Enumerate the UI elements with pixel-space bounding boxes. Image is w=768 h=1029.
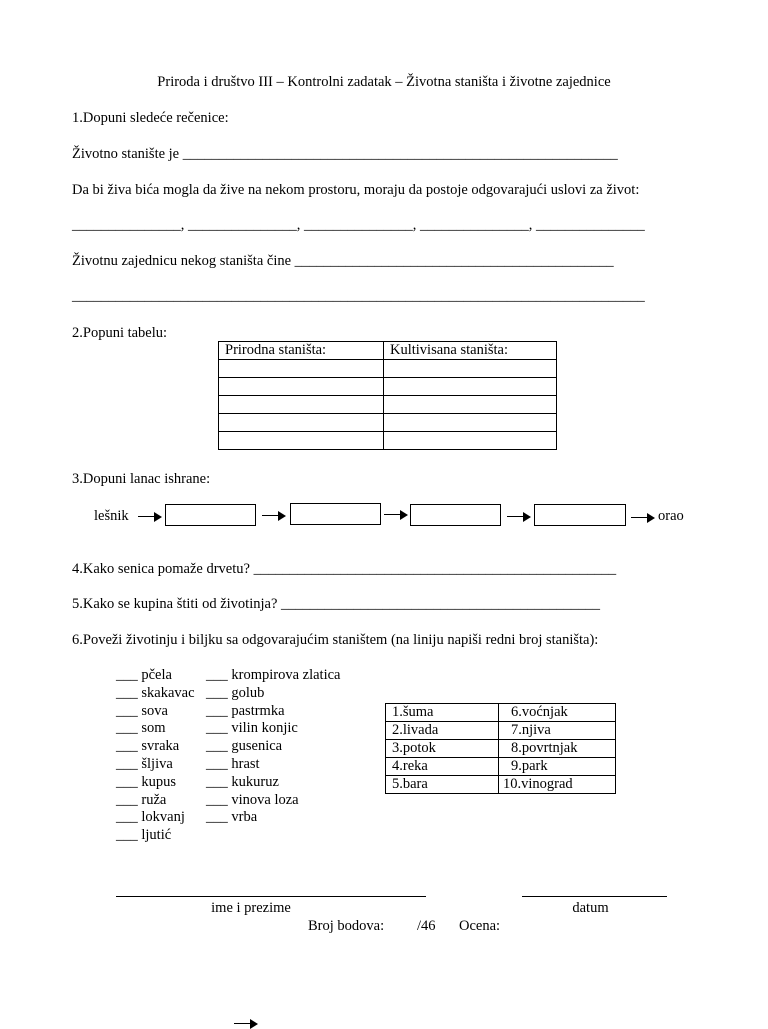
arrow-right-icon [138, 512, 162, 522]
table-cell[interactable] [219, 378, 384, 396]
table-row [386, 758, 616, 776]
food-chain-box-1[interactable] [165, 504, 256, 526]
list-item[interactable]: ___ kupus [116, 773, 177, 790]
arrow-right-icon [234, 1019, 258, 1029]
page-title: Priroda i društvo III – Kontrolni zadatak – Životna staništa i životne zajednice [157, 74, 611, 90]
list-item[interactable]: ___ krompirova zlatica [206, 667, 341, 683]
table-cell[interactable] [219, 432, 384, 450]
list-item[interactable]: ___ šljiva [116, 755, 173, 772]
list-item[interactable]: ___ vrba [206, 809, 258, 826]
arrow-right-icon [384, 510, 408, 520]
list-item[interactable]: ___ pčela [116, 667, 172, 683]
points-max: /46 [417, 918, 436, 934]
name-label: ime i prezime [211, 900, 291, 916]
table-cell: 7.njiva [499, 722, 616, 740]
list-item[interactable]: ___ kukuruz [206, 773, 279, 790]
task2-heading: 2.Popuni tabelu: [72, 325, 168, 341]
list-item[interactable]: ___ sova [116, 702, 168, 719]
table-row [219, 378, 557, 396]
food-chain-end: orao [658, 508, 684, 524]
table-cell[interactable] [384, 414, 557, 432]
arrow-right-icon [507, 512, 531, 522]
task1-conditions-blanks[interactable]: _______________, _______________, _______________, _______________, _______________ [72, 217, 645, 233]
table-cell: 5.bara [386, 776, 499, 794]
table-cell: 9.park [499, 758, 616, 776]
list-item[interactable]: ___ vilin konjic [206, 720, 298, 737]
organism-list-1 [116, 667, 195, 845]
list-item[interactable]: ___ lokvanj [116, 809, 185, 826]
table-cell: 1.šuma [386, 704, 499, 722]
list-item[interactable]: ___ som [116, 720, 166, 737]
list-item[interactable]: ___ svraka [116, 738, 180, 755]
table-header-row [219, 342, 557, 360]
table-row [219, 432, 557, 450]
table-cell[interactable] [384, 432, 557, 450]
list-item[interactable]: ___ hrast [206, 755, 260, 772]
table-cell[interactable] [384, 360, 557, 378]
list-item[interactable]: ___ skakavac [116, 684, 195, 701]
list-item[interactable]: ___ ruža [116, 791, 167, 808]
food-chain-box-4[interactable] [534, 504, 626, 526]
table-cell[interactable] [219, 414, 384, 432]
table-row [219, 396, 557, 414]
name-signature-line[interactable] [116, 896, 426, 897]
table-cell[interactable] [384, 396, 557, 414]
task4-question[interactable]: 4.Kako senica pomaže drvetu? __________________________________________________ [72, 561, 617, 577]
table-row [386, 740, 616, 758]
habitat-key-table [385, 703, 616, 794]
task6-heading: 6.Poveži životinju i biljku sa odgovarajućim staništem (na liniju napiši redni broj staništa): [72, 632, 599, 648]
list-item[interactable]: ___ ljutić [116, 827, 172, 844]
food-chain-box-2[interactable] [290, 503, 381, 525]
table-cell[interactable] [219, 360, 384, 378]
organism-list-2 [206, 667, 340, 827]
table-cell: 3.potok [386, 740, 499, 758]
cultivated-habitats-header: Kultivisana staništa: [384, 342, 557, 360]
food-chain-start: lešnik [94, 508, 129, 524]
table-row [219, 360, 557, 378]
task1-blank-line[interactable]: _______________________________________________________________________________ [72, 288, 645, 304]
table-cell: 6.voćnjak [499, 704, 616, 722]
table-cell: 8.povrtnjak [499, 740, 616, 758]
list-item[interactable]: ___ gusenica [206, 738, 283, 755]
arrow-right-icon [631, 513, 655, 523]
task1-sentence-1[interactable]: Životno stanište je ____________________________________________________________ [72, 146, 618, 162]
table-cell: 10.vinograd [499, 776, 616, 794]
table-cell[interactable] [384, 378, 557, 396]
list-item[interactable]: ___ pastrmka [206, 702, 285, 719]
list-item[interactable]: ___ golub [206, 684, 265, 701]
table-row [386, 704, 616, 722]
table-row [386, 722, 616, 740]
task5-question[interactable]: 5.Kako se kupina štiti od životinja? ____________________________________________ [72, 596, 601, 612]
table-cell[interactable] [219, 396, 384, 414]
table-cell: 4.reka [386, 758, 499, 776]
date-signature-line[interactable] [522, 896, 667, 897]
task3-heading: 3.Dopuni lanac ishrane: [72, 471, 211, 487]
food-chain-box-3[interactable] [410, 504, 501, 526]
date-label: datum [572, 900, 609, 916]
table-cell: 2.livada [386, 722, 499, 740]
arrow-right-icon [262, 511, 286, 521]
task1-heading: 1.Dopuni sledeće rečenice: [72, 110, 229, 126]
points-label: Broj bodova: [308, 918, 385, 934]
task1-sentence-3[interactable]: Životnu zajednicu nekog staništa čine ____________________________________________ [72, 253, 614, 269]
table-row [386, 776, 616, 794]
habitats-table [218, 341, 557, 450]
table-row [219, 414, 557, 432]
list-item[interactable]: ___ vinova loza [206, 791, 299, 808]
task1-sentence-2: Da bi živa bića mogla da žive na nekom prostoru, moraju da postoje odgovarajući uslovi za život: [72, 182, 640, 198]
natural-habitats-header: Prirodna staništa: [219, 342, 384, 360]
grade-label: Ocena: [459, 918, 501, 934]
